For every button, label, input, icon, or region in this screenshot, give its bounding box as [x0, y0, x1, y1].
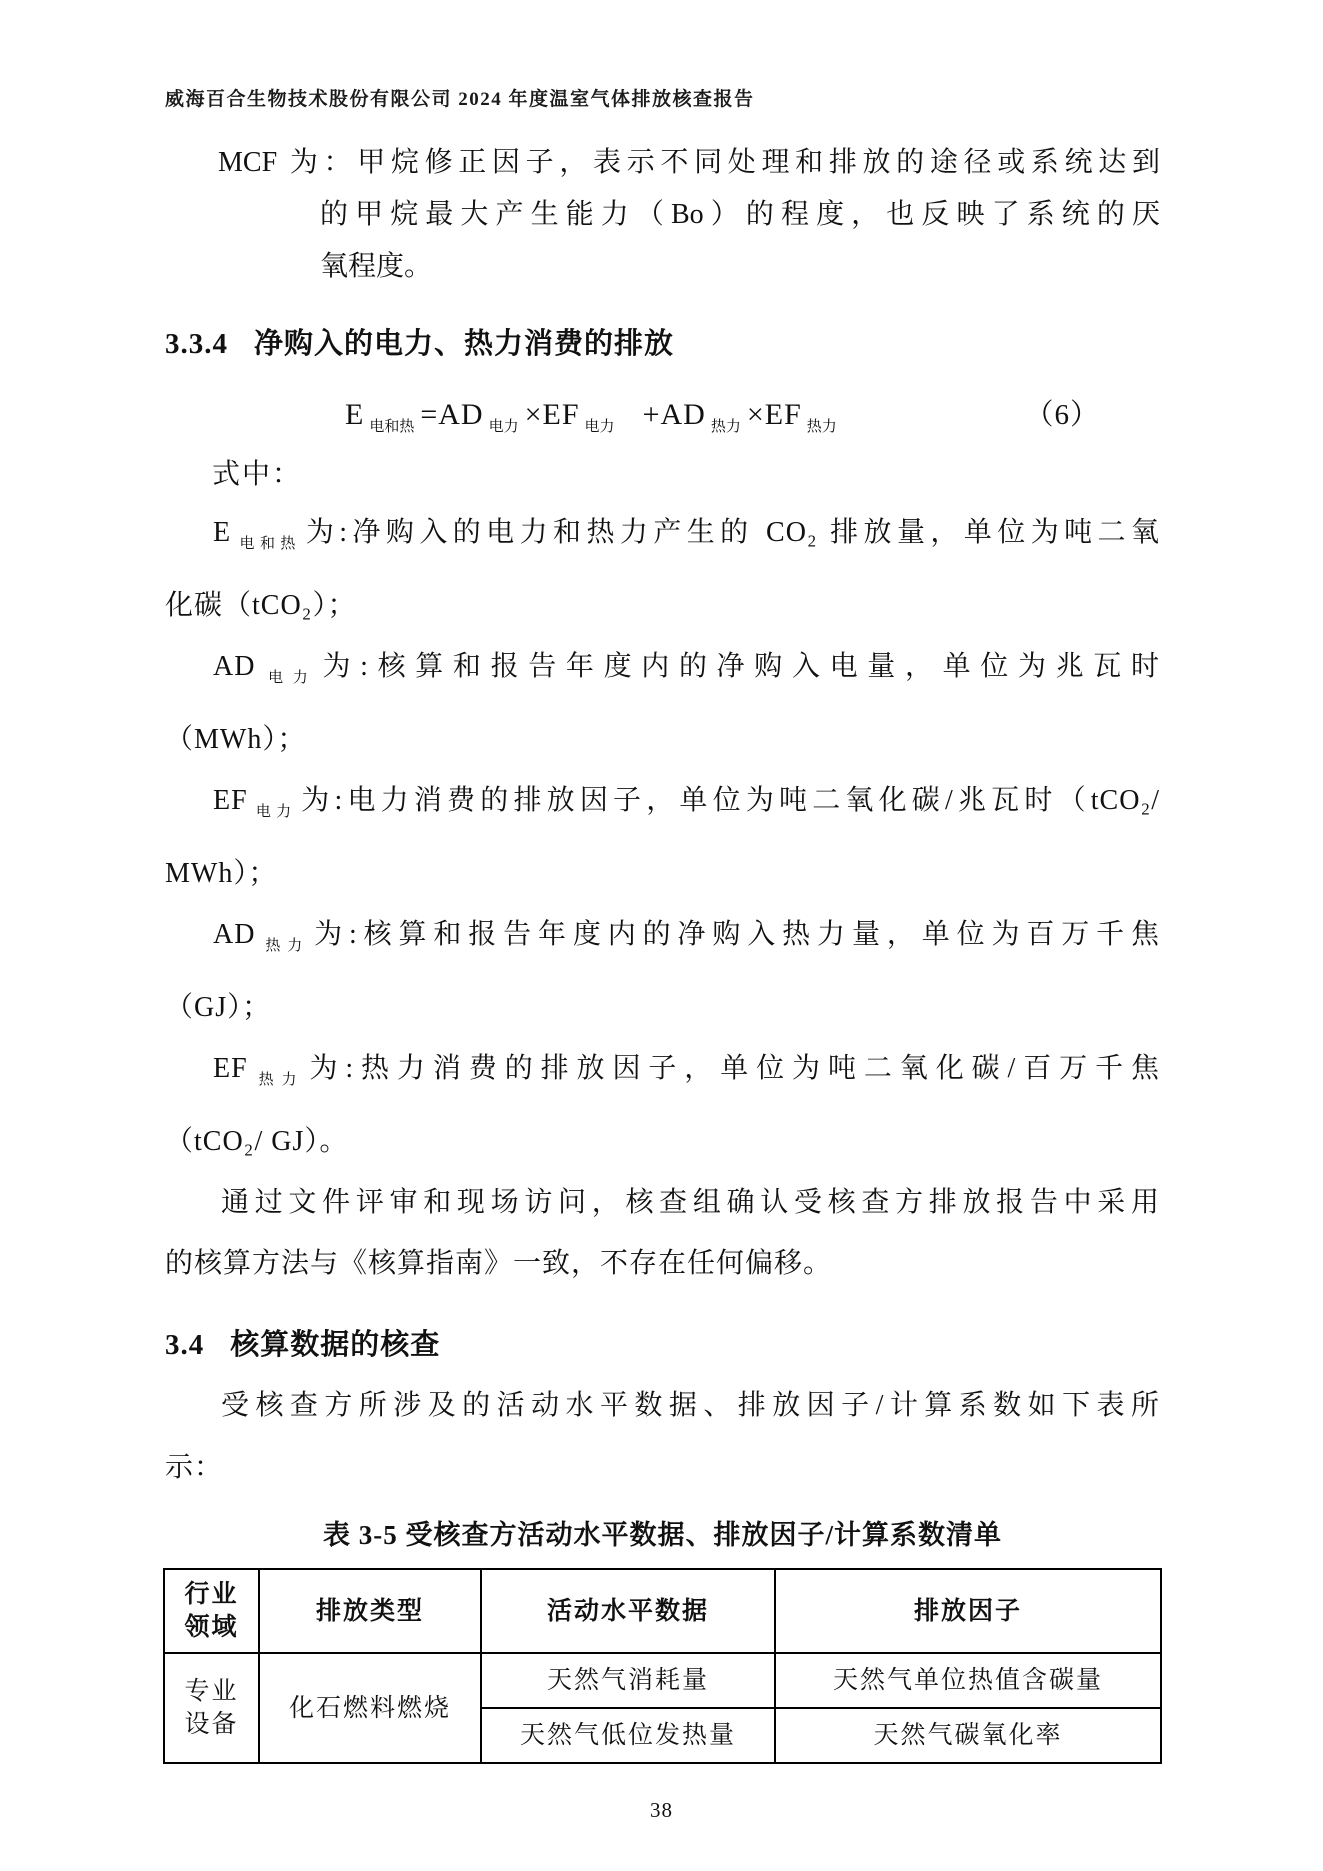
term-subscript: 热力 [259, 938, 310, 954]
cell-emission-type: 化石燃料燃烧 [259, 1653, 481, 1763]
formula-term: +AD [642, 398, 706, 431]
table-row [164, 1653, 1161, 1708]
definition-ad-power-line-1 [213, 636, 1160, 709]
formula-term: E [345, 398, 365, 431]
header-industry-field: 行业领域 [164, 1569, 259, 1653]
cell-emission-factor: 天然气单位热值含碳量 [775, 1653, 1161, 1708]
definition-ad-heat-line-1 [213, 904, 1160, 977]
equation-number: （6） [1024, 399, 1100, 431]
document-header-title: 威海百合生物技术股份有限公司 2024 年度温室气体排放核查报告 [165, 89, 755, 110]
section-heading-3-4 [165, 1322, 1160, 1363]
section-number: 3.3.4 [165, 328, 228, 360]
term-subscript: 电力 [251, 804, 297, 820]
term-symbol: EF [213, 785, 248, 816]
table-intro-line-2: 示： [165, 1452, 224, 1483]
header-emission-factor: 排放因子 [775, 1569, 1161, 1653]
header-activity-data: 活动水平数据 [481, 1569, 775, 1653]
formula-subscript: 电力 [584, 419, 615, 435]
definition-text: 为:净购入的电力和热力产生的 CO₂ 排放量，单位为吨二氧 [305, 517, 1160, 548]
section-heading-3-3-4 [165, 321, 1160, 362]
definition-ef-power-line-1 [213, 770, 1160, 843]
definition-ef-heat-line-2: （tCO₂/ GJ）。 [165, 1126, 349, 1157]
term-definitions [165, 502, 1160, 1294]
term-subscript: 热力 [251, 1072, 305, 1088]
definition-e-line-1 [213, 502, 1160, 575]
formula-where-label: 式中： [212, 459, 303, 490]
formula-term: ×EF [524, 398, 580, 431]
conclusion-line-2: 的核算方法与《核算指南》一致，不存在任何偏移。 [165, 1248, 833, 1279]
definition-text: 为:电力消费的排放因子，单位为吨二氧化碳/兆瓦时（tCO₂/ [301, 785, 1160, 816]
term-subscript: 电和热 [235, 536, 301, 552]
table-header-row [164, 1569, 1161, 1653]
formula-subscript: 电和热 [369, 419, 415, 435]
cell-activity-data: 天然气低位发热量 [481, 1708, 775, 1763]
cell-emission-factor: 天然气碳氧化率 [775, 1708, 1161, 1763]
formula-term: =AD [420, 398, 484, 431]
term-symbol: AD [213, 919, 256, 950]
table-3-5-title: 表 3-5 受核查方活动水平数据、排放因子/计算系数清单 [323, 1520, 1002, 1550]
section-number: 3.4 [165, 1329, 205, 1361]
formula-term: ×EF [746, 398, 802, 431]
equation-6-row [345, 392, 1100, 436]
term-subscript: 电力 [259, 670, 318, 686]
definition-text: 为:核算和报告年度内的净购入热力量，单位为百万千焦 [314, 919, 1160, 950]
term-symbol: AD [213, 651, 256, 682]
definition-text: 为:核算和报告年度内的净购入电量，单位为兆瓦时 [322, 651, 1160, 682]
page-number: 38 [650, 1798, 673, 1822]
formula-subscript: 热力 [710, 419, 741, 435]
equation-body [345, 398, 843, 436]
formula-subscript: 热力 [806, 419, 837, 435]
definition-ef-heat-line-1 [213, 1038, 1160, 1111]
definition-ef-power-line-2: MWh）； [165, 858, 278, 889]
cell-industry: 专业设备 [164, 1653, 259, 1763]
header-emission-type: 排放类型 [259, 1569, 481, 1653]
definition-ad-power-line-2: （MWh）； [165, 724, 307, 755]
definition-text: 为:热力消费的排放因子，单位为吨二氧化碳/百万千焦 [309, 1053, 1160, 1084]
formula-subscript: 电力 [488, 419, 519, 435]
mcf-line-1: MCF 为：甲烷修正因子，表示不同处理和排放的途径或系统达到 [218, 147, 1160, 178]
section-title: 核算数据的核查 [230, 1329, 441, 1361]
mcf-line-3: 氧程度。 [320, 251, 433, 282]
table-intro-paragraph [165, 1375, 1160, 1499]
term-symbol: EF [213, 1053, 248, 1084]
mcf-line-2: 的甲烷最大产生能力（Bo）的程度，也反映了系统的厌 [320, 199, 1160, 230]
section-title: 净购入的电力、热力消费的排放 [254, 328, 675, 360]
mcf-definition-paragraph [165, 137, 1160, 293]
conclusion-line-1: 通过文件评审和现场访问，核查组确认受核查方排放报告中采用 [221, 1187, 1160, 1218]
table-3-5 [163, 1568, 1162, 1764]
term-symbol: E [213, 517, 232, 548]
table-intro-line-1: 受核查方所涉及的活动水平数据、排放因子/计算系数如下表所 [221, 1390, 1160, 1421]
cell-activity-data: 天然气消耗量 [481, 1653, 775, 1708]
definition-ad-heat-line-2: （GJ）； [165, 992, 272, 1023]
definition-e-line-2: 化碳（tCO₂）； [165, 590, 357, 621]
